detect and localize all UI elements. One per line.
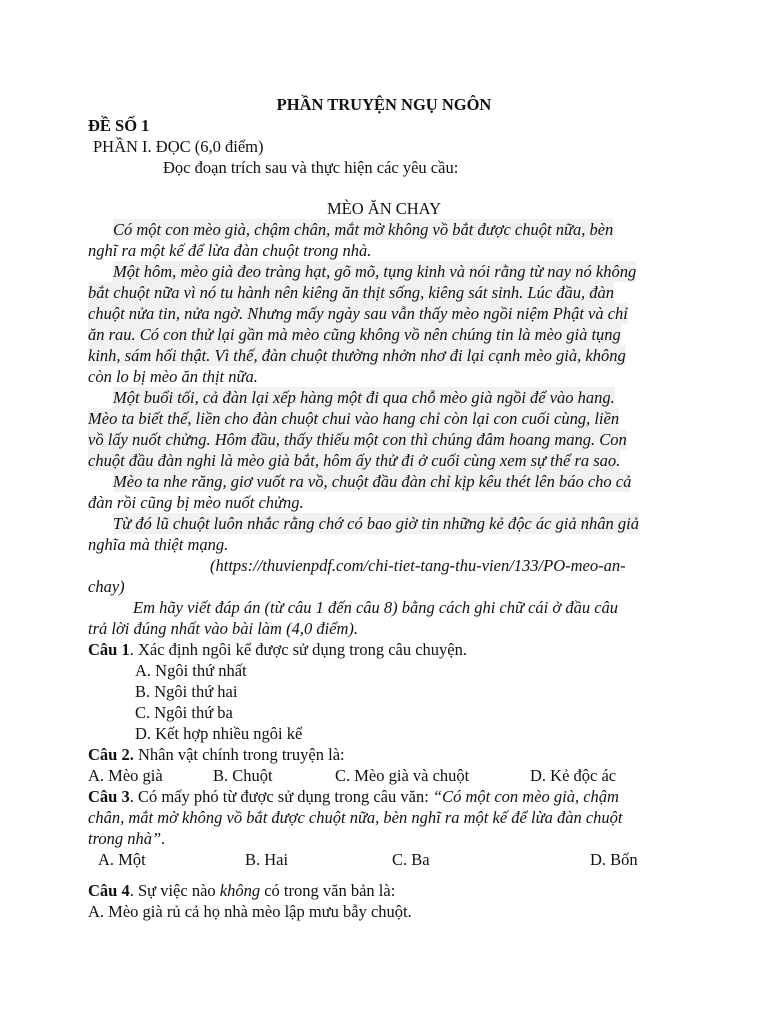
question-text: . Có mấy phó từ được sử dụng trong câu văn: [129,787,433,806]
q1-option-c: C. Ngôi thứ ba [135,703,233,722]
question-label: Câu 1 [88,640,130,659]
story-line: Mèo ta nhe răng, giơ vuốt ra vồ, chuột đầu đàn chỉ kịp kêu thét lên báo cho cả [113,472,632,491]
question-1 [88,639,467,660]
story-line: Một buổi tối, cả đàn lại xếp hàng một đi qua chỗ mèo già ngồi để vào hang. [113,388,615,407]
source-link-cont: chay) [88,577,125,596]
q4-option-a: A. Mèo già rủ cả họ nhà mèo lập mưu bẫy chuột. [88,902,412,921]
question-quote-end: trong nhà”. [88,829,166,848]
story-line: Mèo ta biết thế, liền cho đàn chuột chui vào hang chỉ còn lại con cuối cùng, liền [88,409,620,428]
question-quote: “Có một con mèo già, chậm [432,787,619,806]
q2-option-d: D. Kẻ độc ác [530,766,617,785]
story-line: Từ đó lũ chuột luôn nhắc rằng chớ có bao giờ tin những kẻ độc ác giả nhân giả [113,514,639,533]
story-line: kinh, sám hối thật. Vì thế, đàn chuột thường nhởn nhơ đi lại cạnh mèo già, không [88,346,626,365]
story-line: đàn rồi cũng bị mèo nuốt chửng. [88,493,304,512]
story-line: nghĩa mà thiệt mạng. [88,535,229,554]
q3-option-c: C. Ba [392,850,430,869]
story-line: chuột nửa tin, nửa ngờ. Nhưng mấy ngày sau vẫn thấy mèo ngồi niệm Phật và chỉ [88,304,628,323]
q1-option-d: D. Kết hợp nhiều ngôi kể [135,724,303,743]
reading-instruction: Đọc đoạn trích sau và thực hiện các yêu cầu: [163,158,459,177]
story-line: còn lo bị mèo ăn thịt nữa. [88,367,258,386]
question-label: Câu 4 [88,881,130,900]
question-text: Nhân vật chính trong truyện là: [133,745,345,764]
question-emphasis: không [219,881,261,900]
q2-option-a: A. Mèo già [88,766,163,785]
story-line: Có một con mèo già, chậm chân, mắt mờ không vồ bắt được chuột nữa, bèn [113,220,614,239]
story-line: Một hôm, mèo già đeo tràng hạt, gõ mõ, tụng kinh và nói rằng từ nay nó không [113,262,637,281]
source-link: (https://thuvienpdf.com/chi-tiet-tang-thu-vien/133/PO-meo-an- [210,556,626,575]
story-line: nghĩ ra một kế để lừa đàn chuột trong nhà. [88,241,372,260]
q2-option-b: B. Chuột [213,766,273,785]
q3-option-a: A. Một [98,850,146,869]
question-text: . Sự việc nào [129,881,220,900]
q3-option-b: B. Hai [245,850,289,869]
question-label: Câu 2. [88,745,134,764]
section-heading: PHẦN I. ĐỌC (6,0 điểm) [93,137,264,156]
question-4 [88,880,395,901]
question-text: . Xác định ngôi kể được sử dụng trong câu chuyện. [129,640,468,659]
question-2 [88,744,345,765]
question-text-cont: có trong văn bản là: [260,881,396,900]
task-instruction-cont: trả lời đúng nhất vào bài làm (4,0 điểm). [88,619,359,638]
q2-option-c: C. Mèo già và chuột [335,766,470,785]
q1-option-b: B. Ngôi thứ hai [135,682,238,701]
q3-option-d: D. Bốn [590,850,638,869]
story-title: MÈO ĂN CHAY [327,199,441,218]
story-line: bắt chuột nữa vì nó tu hành nên kiêng ăn thịt sống, kiêng sát sinh. Lúc đầu, đàn [88,283,614,302]
task-instruction: Em hãy viết đáp án (từ câu 1 đến câu 8) bằng cách ghi chữ cái ở đầu câu [133,598,619,617]
q1-option-a: A. Ngôi thứ nhất [135,661,247,680]
story-line: chuột đầu đàn nghi là mèo già bắt, hôm ấy thử đi ở cuối cùng xem sự thể ra sao. [88,451,621,470]
story-line: vồ lấy nuốt chửng. Hôm đầu, thấy thiếu một con thì chúng đâm hoang mang. Con [88,430,627,449]
question-label: Câu 3 [88,787,130,806]
page-title: PHẦN TRUYỆN NGỤ NGÔN [276,95,492,114]
question-3 [88,786,619,807]
story-line: ăn rau. Có con thử lại gần mà mèo cũng không vồ nên chúng tin là mèo già tụng [88,325,621,344]
question-quote-cont: chân, mắt mờ không vồ bắt được chuột nữa, bèn nghĩ ra một kế để lừa đàn chuột [88,808,623,827]
exam-number: ĐỀ SỐ 1 [88,116,150,135]
